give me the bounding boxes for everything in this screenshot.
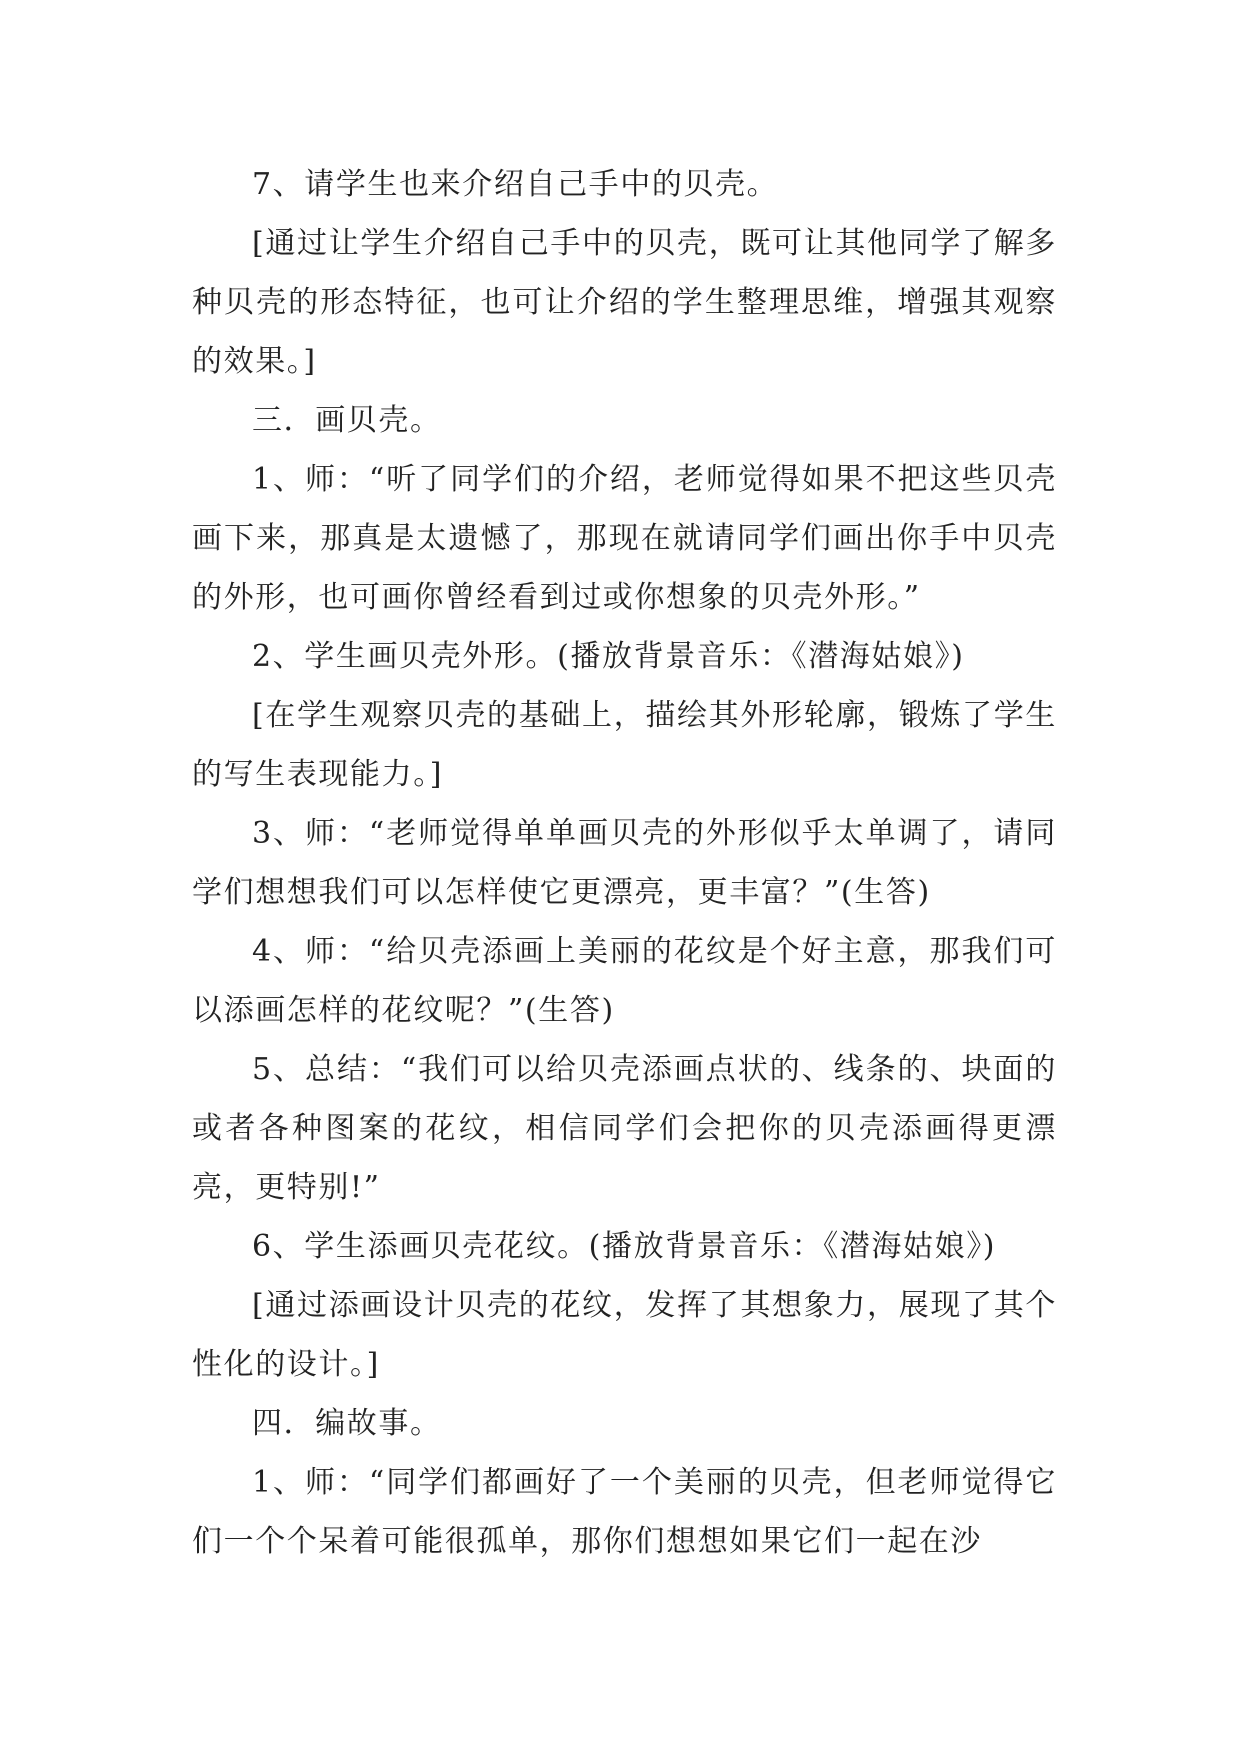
paragraph-note-2: [在学生观察贝壳的基础上，描绘其外形轮廓，锻炼了学生的写生表现能力。]: [192, 698, 1057, 792]
paragraph-step-2: 2、学生画贝壳外形。(播放背景音乐：《潜海姑娘》): [252, 639, 965, 674]
paragraph-note-3: [通过添画设计贝壳的花纹，发挥了其想象力，展现了其个性化的设计。]: [192, 1288, 1057, 1382]
paragraph-step-1: 1、师：“听了同学们的介绍，老师觉得如果不把这些贝壳画下来，那真是太遗憾了，那现在就请同学们画出你手中贝壳的外形，也可画你曾经看到过或你想象的贝壳外形。”: [192, 462, 1057, 615]
section-heading-draw-shell: 三．画贝壳。: [252, 403, 442, 438]
paragraph-step-3: 3、师：“老师觉得单单画贝壳的外形似乎太单调了，请同学们想想我们可以怎样使它更漂亮，更丰富？”(生答): [192, 816, 1057, 910]
paragraph-story-step-1: 1、师：“同学们都画好了一个美丽的贝壳，但老师觉得它们一个个呆着可能很孤单，那你们想想如果它们一起在沙: [192, 1465, 1057, 1559]
paragraph-step-6: 6、学生添画贝壳花纹。(播放背景音乐：《潜海姑娘》): [252, 1229, 997, 1264]
paragraph-step-7: 7、请学生也来介绍自己手中的贝壳。: [252, 167, 779, 202]
section-heading-story: 四．编故事。: [252, 1406, 442, 1441]
paragraph-step-5: 5、总结：“我们可以给贝壳添画点状的、线条的、块面的或者各种图案的花纹，相信同学们会把你的贝壳添画得更漂亮，更特别!”: [192, 1052, 1057, 1205]
paragraph-step-4: 4、师：“给贝壳添画上美丽的花纹是个好主意，那我们可以添画怎样的花纹呢？”(生答): [192, 934, 1057, 1028]
paragraph-note-1: [通过让学生介绍自己手中的贝壳，既可让其他同学了解多种贝壳的形态特征，也可让介绍的学生整理思维，增强其观察的效果。]: [192, 226, 1057, 379]
document-body: [192, 155, 1057, 1571]
